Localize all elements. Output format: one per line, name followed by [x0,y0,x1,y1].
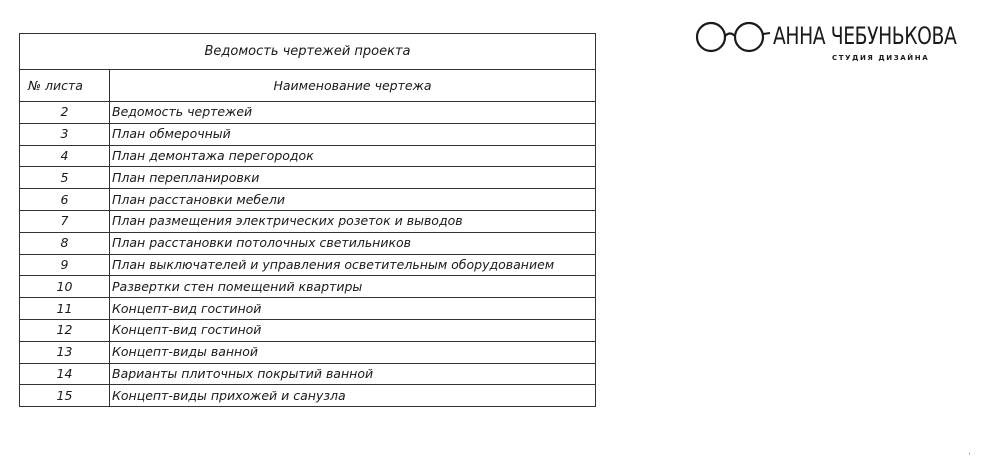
column-header-sheet-number: № листа [20,70,110,102]
glasses-icon [694,20,770,54]
logo-subtitle: СТУДИЯ ДИЗАЙНА [832,54,930,62]
drawing-name-cell: Концепт-виды ванной [110,341,596,363]
table-row [20,276,596,298]
sheet-number-cell: 4 [20,145,110,167]
sheet-number-cell: 11 [20,298,110,320]
sheet-number-cell: 9 [20,254,110,276]
table-body [20,102,596,407]
table-row [20,385,596,407]
sheet-number-cell: 8 [20,232,110,254]
drawing-name-cell: План демонтажа перегородок [110,145,596,167]
drawing-name-cell: План расстановки мебели [110,189,596,211]
drawing-name-cell: План перепланировки [110,167,596,189]
page-mark [969,452,970,455]
drawing-name-cell: Ведомость чертежей [110,102,596,124]
table-row [20,102,596,124]
drawing-name-cell: План выключателей и управления осветительным оборудованием [110,254,596,276]
column-header-drawing-name: Наименование чертежа [110,70,596,102]
table-row [20,298,596,320]
studio-logo [694,18,956,68]
table-row [20,319,596,341]
sheet-number-cell: 7 [20,210,110,232]
drawings-list-table [19,33,596,407]
table-row [20,210,596,232]
table-row [20,254,596,276]
table-row [20,123,596,145]
drawing-name-cell: План расстановки потолочных светильников [110,232,596,254]
table-row [20,363,596,385]
drawing-name-cell: Концепт-вид гостиной [110,298,596,320]
drawing-name-cell: План размещения электрических розеток и выводов [110,210,596,232]
sheet-number-cell: 6 [20,189,110,211]
table-row [20,145,596,167]
table-row [20,341,596,363]
sheet-number-cell: 2 [20,102,110,124]
sheet-number-cell: 3 [20,123,110,145]
sheet-number-cell: 10 [20,276,110,298]
sheet-number-cell: 15 [20,385,110,407]
table-row [20,167,596,189]
sheet-number-cell: 13 [20,341,110,363]
drawing-name-cell: План обмерочный [110,123,596,145]
sheet-number-cell: 12 [20,319,110,341]
logo-name: АННА ЧЕБУНЬКОВА [773,22,957,50]
sheet-number-cell: 5 [20,167,110,189]
table-row [20,189,596,211]
drawing-name-cell: Концепт-виды прихожей и санузла [110,385,596,407]
drawing-name-cell: Развертки стен помещений квартиры [110,276,596,298]
drawing-name-cell: Концепт-вид гостиной [110,319,596,341]
sheet-number-cell: 14 [20,363,110,385]
table-row [20,232,596,254]
table-title: Ведомость чертежей проекта [20,34,596,70]
drawing-name-cell: Варианты плиточных покрытий ванной [110,363,596,385]
